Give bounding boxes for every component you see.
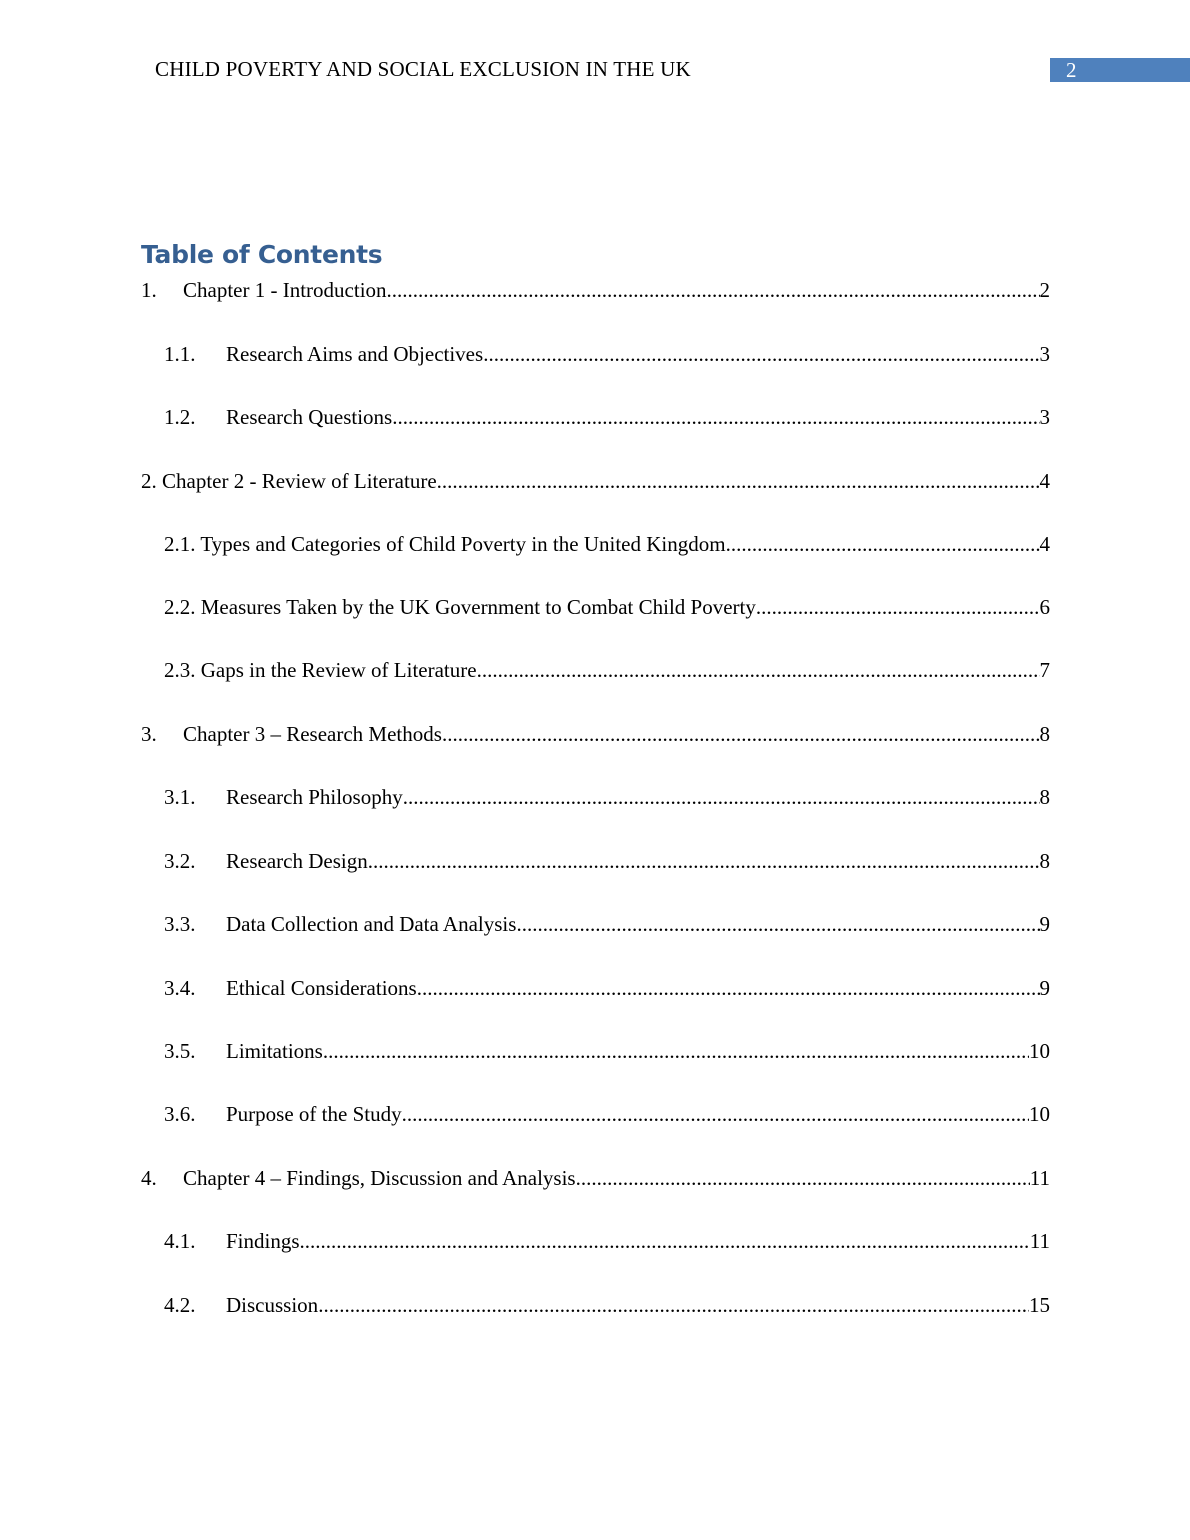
toc-entry-title: Chapter 1 - Introduction bbox=[183, 278, 387, 302]
toc-entry-number: 3.6. bbox=[164, 1102, 196, 1126]
toc-entry-number: 1.1. bbox=[164, 342, 196, 366]
toc-entry-page: 9 bbox=[1039, 912, 1050, 936]
toc-entry-title: Research Philosophy bbox=[226, 785, 403, 809]
toc-entry-page: 11 bbox=[1029, 1166, 1050, 1190]
toc-entry-1-1[interactable] bbox=[164, 340, 1050, 368]
toc-dot-leader bbox=[726, 530, 1040, 558]
toc-entry-number: 3.1. bbox=[164, 785, 196, 809]
toc-dot-leader bbox=[318, 1291, 1029, 1319]
toc-dot-leader bbox=[323, 1037, 1029, 1065]
toc-entry-3-6[interactable] bbox=[164, 1100, 1050, 1128]
toc-dot-leader bbox=[756, 593, 1040, 621]
toc-entry-page: 15 bbox=[1029, 1293, 1050, 1317]
toc-entry-4-2[interactable] bbox=[164, 1291, 1050, 1319]
toc-dot-leader bbox=[417, 974, 1040, 1002]
toc-entry-page: 3 bbox=[1039, 405, 1050, 429]
toc-entry-title: 2.2. Measures Taken by the UK Government to Combat Child Poverty bbox=[164, 595, 756, 619]
toc-entry-title: Discussion bbox=[226, 1293, 319, 1317]
toc-entry-number: 3.5. bbox=[164, 1039, 196, 1063]
toc-entry-number: 3.4. bbox=[164, 976, 196, 1000]
toc-entry-3-2[interactable] bbox=[164, 847, 1050, 875]
toc-entry-title: Data Collection and Data Analysis bbox=[226, 912, 517, 936]
toc-dot-leader bbox=[477, 656, 1040, 684]
toc-entry-3-5[interactable] bbox=[164, 1037, 1050, 1065]
toc-entry-2-2[interactable] bbox=[164, 593, 1050, 621]
toc-dot-leader bbox=[483, 340, 1039, 368]
toc-entry-chapter-2[interactable] bbox=[141, 467, 1050, 495]
toc-entry-title: Chapter 4 – Findings, Discussion and Analysis bbox=[183, 1166, 576, 1190]
toc-entry-title: 2.1. Types and Categories of Child Poverty in the United Kingdom bbox=[164, 532, 726, 556]
toc-dot-leader bbox=[392, 403, 1039, 431]
toc-entry-3-3[interactable] bbox=[164, 910, 1050, 938]
toc-dot-leader bbox=[403, 783, 1040, 811]
toc-entry-page: 8 bbox=[1039, 849, 1050, 873]
toc-entry-page: 3 bbox=[1039, 342, 1050, 366]
toc-entry-title: Research Design bbox=[226, 849, 368, 873]
toc-entry-title: Research Questions bbox=[226, 405, 393, 429]
toc-dot-leader bbox=[437, 467, 1040, 495]
toc-entry-page: 11 bbox=[1029, 1229, 1050, 1253]
toc-entry-title: 2.3. Gaps in the Review of Literature bbox=[164, 658, 477, 682]
page-number: 2 bbox=[1050, 58, 1190, 82]
toc-dot-leader bbox=[576, 1164, 1030, 1192]
toc-entry-page: 10 bbox=[1029, 1102, 1050, 1126]
toc-entry-page: 7 bbox=[1039, 658, 1050, 682]
toc-entry-chapter-4[interactable] bbox=[141, 1164, 1050, 1192]
toc-dot-leader bbox=[442, 720, 1040, 748]
toc-entry-number: 1. bbox=[141, 278, 157, 302]
toc-entry-2-1[interactable] bbox=[164, 530, 1050, 558]
toc-entry-title: Chapter 3 – Research Methods bbox=[183, 722, 442, 746]
toc-entry-4-1[interactable] bbox=[164, 1227, 1050, 1255]
toc-entry-title: Research Aims and Objectives bbox=[226, 342, 484, 366]
toc-dot-leader bbox=[387, 276, 1040, 304]
toc-entry-page: 4 bbox=[1039, 532, 1050, 556]
toc-entry-page: 9 bbox=[1039, 976, 1050, 1000]
toc-entry-page: 2 bbox=[1039, 278, 1050, 302]
running-header: CHILD POVERTY AND SOCIAL EXCLUSION IN THE UK bbox=[155, 57, 691, 81]
toc-entry-page: 4 bbox=[1039, 469, 1050, 493]
toc-entry-title: Ethical Considerations bbox=[226, 976, 417, 1000]
toc-dot-leader bbox=[402, 1100, 1029, 1128]
toc-entry-number: 4. bbox=[141, 1166, 157, 1190]
toc-entry-title: Purpose of the Study bbox=[226, 1102, 402, 1126]
toc-entry-page: 8 bbox=[1039, 722, 1050, 746]
toc-entry-number: 3.2. bbox=[164, 849, 196, 873]
toc-dot-leader bbox=[516, 910, 1039, 938]
toc-entry-3-1[interactable] bbox=[164, 783, 1050, 811]
toc-entry-page: 6 bbox=[1039, 595, 1050, 619]
toc-entry-chapter-3[interactable] bbox=[141, 720, 1050, 748]
toc-entry-chapter-1[interactable] bbox=[141, 276, 1050, 304]
toc-dot-leader bbox=[300, 1227, 1030, 1255]
toc-entry-number: 1.2. bbox=[164, 405, 196, 429]
toc-entry-1-2[interactable] bbox=[164, 403, 1050, 431]
toc-entry-title: Findings bbox=[226, 1229, 300, 1253]
toc-entry-title: 2. Chapter 2 - Review of Literature bbox=[141, 469, 437, 493]
toc-dot-leader bbox=[368, 847, 1040, 875]
toc-entry-page: 8 bbox=[1039, 785, 1050, 809]
toc-entry-page: 10 bbox=[1029, 1039, 1050, 1063]
toc-entry-3-4[interactable] bbox=[164, 974, 1050, 1002]
toc-entry-title: Limitations bbox=[226, 1039, 323, 1063]
toc-entry-number: 3.3. bbox=[164, 912, 196, 936]
toc-entry-number: 4.1. bbox=[164, 1229, 196, 1253]
toc-entry-number: 3. bbox=[141, 722, 157, 746]
toc-entry-number: 4.2. bbox=[164, 1293, 196, 1317]
toc-entry-2-3[interactable] bbox=[164, 656, 1050, 684]
toc-heading: Table of Contents bbox=[141, 240, 383, 269]
